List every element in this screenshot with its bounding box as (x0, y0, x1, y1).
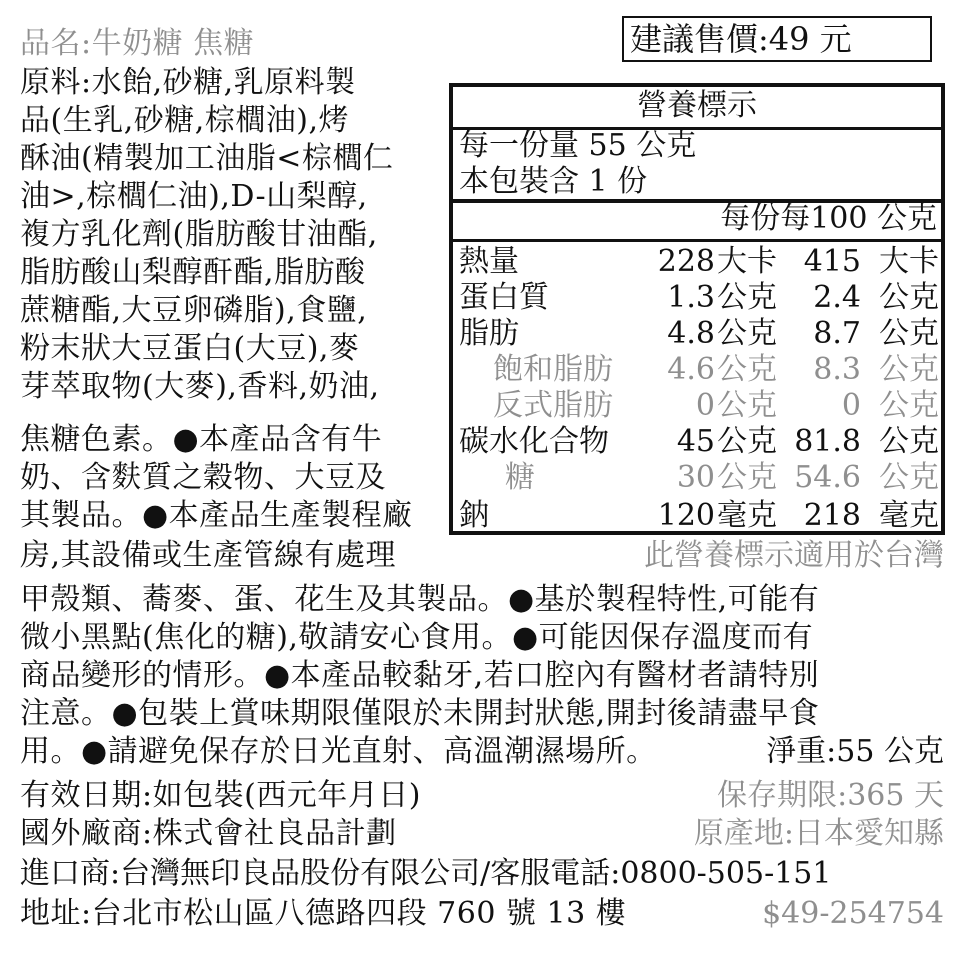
per-100g-value: 81.8 (794, 424, 861, 459)
unit: 毫克 (717, 498, 777, 533)
ingredient-line: 奶、含麩質之穀物、大豆及 (20, 460, 386, 495)
nutrient-row-sodium (453, 499, 941, 533)
ingredient-line: 芽萃取物(大麥),香料,奶油, (20, 369, 380, 404)
nutrient-name: 熱量 (459, 244, 519, 279)
per-100g-value: 8.7 (813, 316, 861, 351)
per-serving-value: 228 (657, 244, 715, 279)
per-100g-value: 2.4 (813, 280, 861, 315)
unit: 公克 (879, 388, 939, 423)
unit: 公克 (717, 424, 777, 459)
column-header: 每份每100 公克 (720, 201, 937, 236)
ingredient-line: 粉末狀大豆蛋白(大豆),麥 (20, 331, 360, 366)
nutrient-name: 碳水化合物 (459, 424, 609, 459)
nutrient-row-sugar (453, 461, 941, 495)
unit: 公克 (717, 388, 777, 423)
per-serving-value: 1.3 (667, 280, 715, 315)
unit: 公克 (879, 280, 939, 315)
nutrient-row-carbohydrate (453, 425, 941, 459)
nutrient-name: 糖 (505, 460, 535, 495)
ingredient-line: 酥油(精製加工油脂<棕櫚仁 (20, 141, 394, 176)
unit: 公克 (717, 352, 777, 387)
country-of-origin: 原產地:日本愛知縣 (693, 816, 944, 851)
nutrient-row-calories (453, 245, 941, 279)
expiry-date: 有效日期:如包裝(西元年月日) (20, 778, 422, 813)
ingredient-line: 脂肪酸山梨醇酐酯,脂肪酸 (20, 255, 366, 290)
ingredient-line: 品(生乳,砂糖,棕櫚油),烤 (20, 103, 350, 138)
unit: 公克 (717, 460, 777, 495)
per-serving-value: 0 (695, 388, 715, 423)
nutrient-name: 蛋白質 (459, 280, 549, 315)
nutrient-name: 飽和脂肪 (493, 352, 613, 387)
notes-line: 注意。●包裝上賞味期限僅限於未開封狀態,開封後請盡早食 (20, 696, 820, 731)
unit: 公克 (879, 424, 939, 459)
per-100g-value: 415 (803, 244, 861, 279)
nutrient-name: 脂肪 (459, 316, 519, 351)
notes-line: 甲殼類、蕎麥、蛋、花生及其製品。●基於製程特性,可能有 (20, 582, 820, 617)
nutrient-row-fat (453, 317, 941, 351)
nutrient-row-saturated-fat (453, 353, 941, 387)
notes-line: 房,其設備或生產管線有處理 (20, 538, 397, 573)
ingredient-line: 原料:水飴,砂糖,乳原料製 (20, 65, 356, 100)
nutrition-scope-note: 此營養標示適用於台灣 (644, 538, 944, 573)
nutrition-facts-panel (449, 83, 945, 535)
unit: 毫克 (879, 498, 939, 533)
ingredient-line: 焦糖色素。●本產品含有牛 (20, 422, 383, 457)
nutrient-name: 反式脂肪 (493, 388, 613, 423)
ingredient-line: 蔗糖酯,大豆卵磷脂),食鹽, (20, 293, 368, 328)
address: 地址:台北市松山區八德路四段 760 號 13 樓 (20, 896, 627, 931)
per-serving-value: 120 (657, 498, 715, 533)
per-serving-value: 45 (676, 424, 715, 459)
unit: 大卡 (717, 244, 777, 279)
unit: 公克 (717, 316, 777, 351)
unit: 公克 (879, 460, 939, 495)
per-100g-value: 8.3 (813, 352, 861, 387)
suggested-price: 建議售價:49 元 (622, 16, 932, 62)
ingredient-line: 油>,棕櫚仁油),D-山梨醇, (20, 179, 368, 214)
unit: 大卡 (879, 244, 939, 279)
nutrient-name: 鈉 (459, 498, 489, 533)
per-serving-value: 4.6 (667, 352, 715, 387)
nutrient-row-protein (453, 281, 941, 315)
unit: 公克 (879, 316, 939, 351)
unit: 公克 (717, 280, 777, 315)
per-100g-value: 218 (803, 498, 861, 533)
notes-line: 商品變形的情形。●本產品較黏牙,若口腔內有醫材者請特別 (20, 658, 820, 693)
ingredient-line: 複方乳化劑(脂肪酸甘油酯, (20, 217, 378, 252)
ingredient-line: 其製品。●本產品生產製程廠 (20, 498, 413, 533)
nutrition-title: 營養標示 (453, 87, 941, 130)
product-name: 品名:牛奶糖 焦糖 (20, 26, 255, 61)
net-weight: 淨重:55 公克 (766, 734, 944, 769)
divider (453, 239, 941, 242)
per-100g-value: 54.6 (794, 460, 861, 495)
per-serving-value: 4.8 (667, 316, 715, 351)
shelf-life: 保存期限:365 天 (717, 778, 944, 813)
servings-per-package: 本包裝含 1 份 (459, 164, 648, 199)
nutrient-row-trans-fat (453, 389, 941, 423)
per-100g-value: 0 (841, 388, 861, 423)
product-code: $49-254754 (762, 896, 944, 931)
serving-size: 每一份量 55 公克 (459, 128, 697, 163)
notes-line: 微小黑點(焦化的糖),敬請安心食用。●可能因保存溫度而有 (20, 620, 814, 655)
notes-line: 用。●請避免保存於日光直射、高溫潮濕場所。 (20, 734, 657, 769)
per-serving-value: 30 (676, 460, 715, 495)
manufacturer: 國外廠商:株式會社良品計劃 (20, 816, 397, 851)
importer: 進口商:台灣無印良品股份有限公司/客服電話:0800-505-151 (20, 856, 832, 891)
unit: 公克 (879, 352, 939, 387)
